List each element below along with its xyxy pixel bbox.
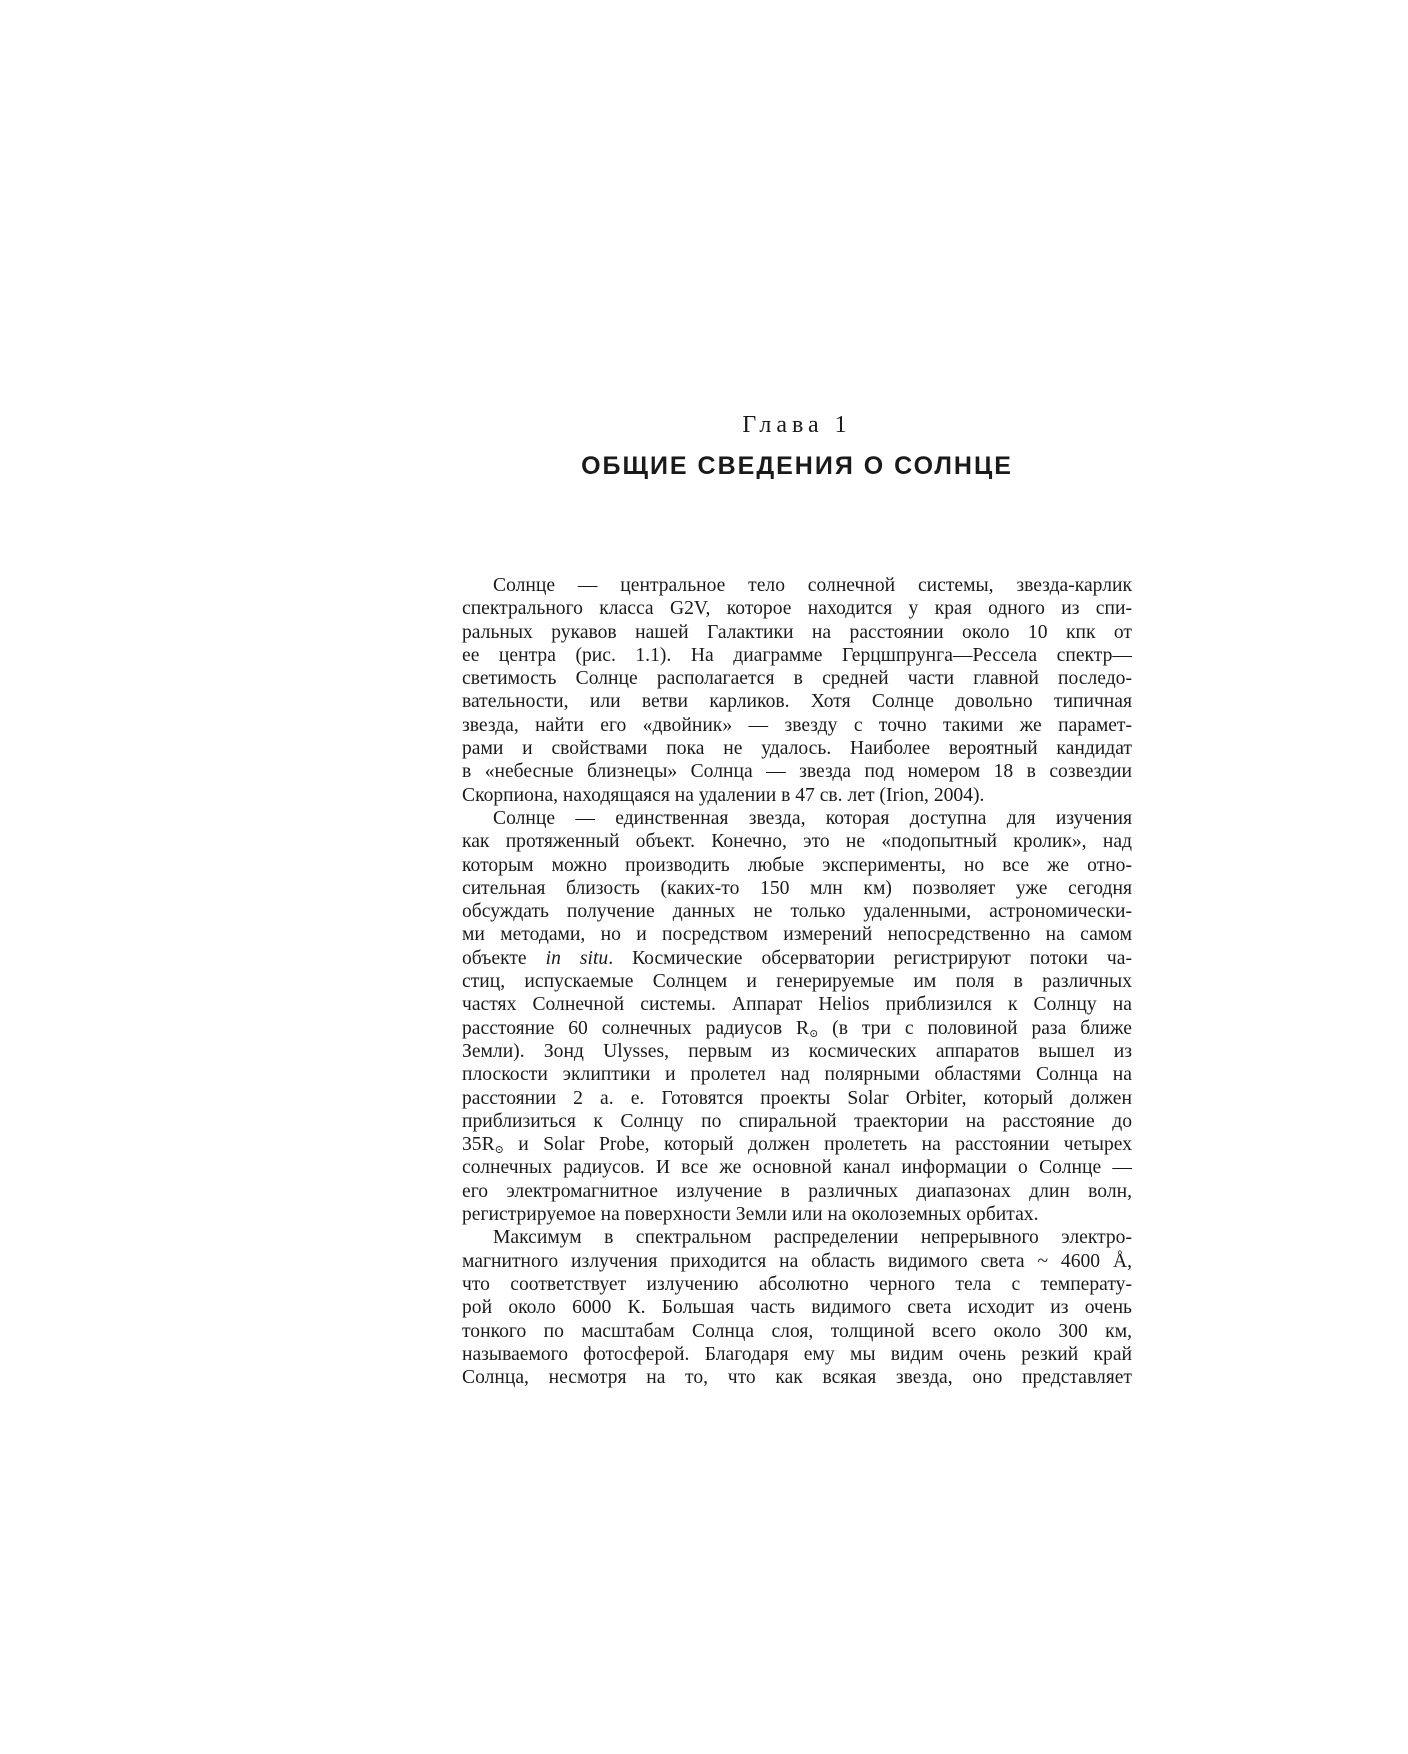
text-line: ее центра (рис. 1.1). На диаграмме Герцшпрунга—Рессела спектр—	[462, 644, 1132, 666]
text-line: Солнце — центральное тело солнечной системы, звезда-карлик	[493, 575, 1132, 596]
text-line: Максимум в спектральном распределении непрерывного электро-	[493, 1227, 1132, 1249]
chapter-label: Глава 1	[742, 412, 852, 438]
text-line: Земли). Зонд Ulysses, первым из космических аппаратов вышел из	[462, 1040, 1132, 1062]
text-line: которым можно производить любые эксперименты, но все же отно-	[462, 854, 1132, 876]
text-line: сительная близость (каких-то 150 млн км) позволяет уже сегодня	[462, 877, 1132, 899]
text-line	[462, 947, 1132, 970]
text-line: рами и свойствами пока не удалось. Наиболее вероятный кандидат	[462, 738, 1132, 760]
text-line: светимость Солнце располагается в средней части главной последо-	[462, 668, 1132, 690]
text-line	[462, 1017, 1132, 1040]
text-line: вательности, или ветви карликов. Хотя Солнце довольно типичная	[462, 691, 1132, 713]
body-text	[462, 574, 1132, 1389]
sun-symbol: ⊙	[809, 1027, 819, 1040]
text-line: частях Солнечной системы. Аппарат Helios приблизился к Солнцу на	[462, 994, 1132, 1016]
text-line: Солнце — единственная звезда, которая доступна для изучения	[493, 807, 1132, 829]
text-line: Солнца, несмотря на то, что как всякая звезда, оно представляет	[462, 1367, 1132, 1389]
text-line: плоскости эклиптики и пролетел над полярными областями Солнца на	[462, 1064, 1132, 1086]
text-line: обсуждать получение данных не только удаленными, астрономически-	[462, 901, 1132, 923]
text-line: его электромагнитное излучение в различных диапазонах длин волн,	[462, 1180, 1132, 1202]
text-segment: . Космические обсерватории регистрируют потоки ча-	[608, 947, 1132, 969]
text-line: Скорпиона, находящаяся на удалении в 47 св. лет (Irion, 2004).	[462, 784, 985, 806]
text-line: расстоянии 2 а. е. Готовятся проекты Solar Orbiter, который должен	[462, 1087, 1132, 1109]
chapter-title: ОБЩИЕ СВЕДЕНИЯ О СОЛНЦЕ	[581, 452, 1013, 480]
text-line: регистрируемое на поверхности Земли или на околоземных орбитах.	[462, 1204, 1039, 1226]
text-line: спектрального класса G2V, которое находится у края одного из спи-	[462, 598, 1132, 620]
text-line: как протяженный объект. Конечно, это не «подопытный кролик», над	[462, 831, 1132, 853]
text-line: называемого фотосферой. Благодаря ему мы видим очень резкий край	[462, 1343, 1132, 1365]
text-segment: объекте	[462, 947, 527, 969]
text-line: стиц, испускаемые Солнцем и генерируемые им поля в различных	[462, 971, 1132, 993]
text-line: приблизиться к Солнцу по спиральной траектории на расстояние до	[462, 1110, 1132, 1132]
text-line: тонкого по масштабам Солнца слоя, толщиной всего около 300 км,	[462, 1320, 1132, 1342]
sun-symbol: ⊙	[494, 1144, 504, 1157]
text-line: солнечных радиусов. И все же основной канал информации о Солнце —	[462, 1157, 1132, 1179]
text-line: магнитного излучения приходится на область видимого света ~ 4600 Å,	[462, 1250, 1132, 1272]
text-line: ральных рукавов нашей Галактики на расстоянии около 10 кпк от	[462, 621, 1132, 643]
text-segment: (в три с половиной раза ближе	[818, 1017, 1132, 1039]
text-segment: расстояние 60 солнечных радиусов R	[462, 1017, 810, 1039]
text-line: что соответствует излучению абсолютно черного тела с температу-	[462, 1273, 1132, 1295]
italic-term: in situ	[545, 947, 609, 969]
text-line: звезда, найти его «двойник» — звезду с точно такими же парамет-	[462, 714, 1132, 736]
text-line: ми методами, но и посредством измерений непосредственно на самом	[462, 924, 1132, 946]
text-line: в «небесные близнецы» Солнца — звезда под номером 18 в созвездии	[462, 761, 1132, 783]
text-line: рой около 6000 К. Большая часть видимого света исходит из очень	[462, 1297, 1132, 1319]
text-segment: 35R	[462, 1134, 495, 1156]
text-line	[462, 1133, 1132, 1156]
text-segment: и Solar Probe, который должен пролететь на расстоянии четырех	[503, 1134, 1132, 1156]
